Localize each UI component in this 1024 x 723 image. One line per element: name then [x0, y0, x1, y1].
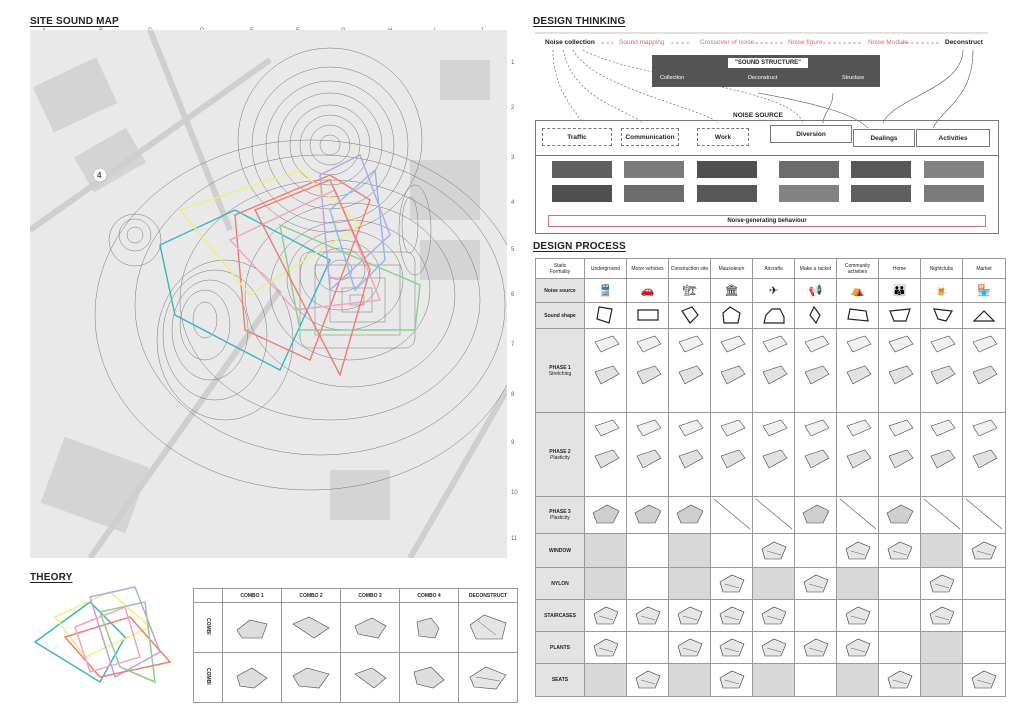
object-form: [711, 632, 753, 664]
community-icon: ⛺: [837, 279, 879, 303]
empty-cell: [837, 568, 879, 600]
phase-form: [627, 329, 669, 413]
empty-cell: [753, 497, 795, 534]
sound-shape: [753, 303, 795, 329]
empty-cell: [963, 497, 1006, 534]
empty-cell: [879, 568, 921, 600]
row-title: NYLON: [551, 580, 569, 587]
train-icon: 🚆: [585, 279, 627, 303]
combo-cell: [400, 653, 459, 703]
beer-icon: 🍺: [921, 279, 963, 303]
combo-header-5: DECONSTRUCT: [459, 589, 518, 603]
noise-photo: [851, 185, 911, 202]
phase-3-form: [585, 497, 627, 534]
row-label: [536, 632, 585, 664]
noise-source-label: NOISE SOURCE: [733, 112, 783, 119]
phase-3-form: [669, 497, 711, 534]
object-form: [627, 600, 669, 632]
object-form: [711, 600, 753, 632]
column-header: Underground: [585, 259, 627, 279]
noise-photo: [552, 185, 612, 202]
noise-photo: [552, 161, 612, 178]
map-row-5: 5: [511, 247, 515, 253]
object-form: [963, 664, 1006, 697]
empty-cell: [795, 664, 837, 697]
phase-form: [669, 329, 711, 413]
stage-crossover: Crossover of noise: [700, 39, 755, 46]
stage-noise-figure: Noise figure: [788, 39, 823, 46]
empty-cell: [627, 534, 669, 568]
map-row-10: 10: [511, 490, 518, 496]
combo-cell: [341, 653, 400, 703]
combo-cell: [223, 603, 282, 653]
phase-form: [711, 413, 753, 497]
column-header: Community activities: [837, 259, 879, 279]
phase-3-form: [627, 497, 669, 534]
combo-cell: [282, 653, 341, 703]
map-row-6: 6: [511, 292, 515, 298]
sound-map-graphic: [30, 30, 507, 558]
object-form: [879, 664, 921, 697]
combo-corner: [194, 589, 223, 603]
stage-deconstruct: Deconstruct: [945, 39, 983, 46]
sound-structure-label: "SOUND STRUCTURE": [728, 58, 808, 68]
combo-cell: [223, 653, 282, 703]
contour-group-north: [238, 48, 422, 232]
object-form: [879, 534, 921, 568]
phase-form: [963, 413, 1006, 497]
crane-icon: 🏗: [669, 279, 711, 303]
phase-form: [585, 413, 627, 497]
site-sound-map-title: SITE SOUND MAP: [30, 16, 119, 27]
category-diversion: Diversion: [770, 125, 852, 143]
combo-header-3: COMBO 3: [341, 589, 400, 603]
theory-title: THEORY: [30, 572, 73, 583]
sound-shape: [627, 303, 669, 329]
object-form: [963, 534, 1006, 568]
phase-form: [879, 329, 921, 413]
column-header: Market: [963, 259, 1006, 279]
noise-photo: [924, 161, 984, 178]
car-icon: 🚗: [627, 279, 669, 303]
map-row-11: 11: [511, 536, 518, 542]
category-work: Work: [697, 128, 749, 146]
sound-shape: [795, 303, 837, 329]
phase-form: [753, 329, 795, 413]
map-row-3: 3: [511, 155, 515, 161]
empty-cell: [669, 664, 711, 697]
column-header: Mausoleum: [711, 259, 753, 279]
combo-table: [193, 588, 518, 703]
phase-form: [837, 413, 879, 497]
row-label: [536, 329, 585, 413]
label-deconstruct: Deconstruct: [748, 75, 778, 81]
combo-header-1: COMBO 1: [223, 589, 282, 603]
empty-cell: [963, 632, 1006, 664]
combo-cell: [341, 603, 400, 653]
stage-sound-mapping: Sound mapping: [619, 39, 665, 46]
object-form: [711, 664, 753, 697]
megaphone-icon: 📢: [795, 279, 837, 303]
sound-shape: [921, 303, 963, 329]
row-label: [536, 534, 585, 568]
object-form: [585, 600, 627, 632]
contour-group-west: [157, 260, 293, 420]
empty-cell: [669, 568, 711, 600]
empty-cell: [879, 600, 921, 632]
combo-row-label-2: COMBI: [194, 653, 223, 703]
map-badge: 4: [97, 171, 102, 180]
empty-cell: [711, 534, 753, 568]
phase-form: [585, 329, 627, 413]
empty-cell: [879, 632, 921, 664]
row-title: SEATS: [551, 677, 569, 683]
row-title: PLANTS: [550, 644, 570, 651]
empty-cell: [921, 664, 963, 697]
object-form: [669, 632, 711, 664]
phase-3-form: [795, 497, 837, 534]
category-communication: Communication: [621, 128, 679, 146]
theory-diagram: [30, 582, 180, 692]
empty-cell: [921, 632, 963, 664]
phase-form: [837, 329, 879, 413]
row-label: [536, 413, 585, 497]
row-label: [536, 303, 585, 329]
phase-form: [921, 413, 963, 497]
row-title: PHASE 1: [549, 364, 571, 371]
design-process-title: DESIGN PROCESS: [533, 241, 626, 252]
phase-form: [963, 329, 1006, 413]
row-label: [536, 664, 585, 697]
empty-cell: [585, 534, 627, 568]
object-form: [627, 664, 669, 697]
empty-cell: [627, 568, 669, 600]
sound-structure-box: [652, 55, 880, 87]
combo-cell: [282, 603, 341, 653]
object-form: [837, 534, 879, 568]
noise-photo: [924, 185, 984, 202]
combo-cell: [459, 653, 518, 703]
object-form: [753, 534, 795, 568]
empty-cell: [627, 632, 669, 664]
column-header: Make a racket: [795, 259, 837, 279]
empty-cell: [711, 497, 753, 534]
phase-form: [711, 329, 753, 413]
noise-photo: [697, 185, 757, 202]
row-title: STAIRCASES: [544, 612, 576, 619]
object-form: [753, 632, 795, 664]
plane-icon: ✈: [753, 279, 795, 303]
sound-shape: [711, 303, 753, 329]
row-label: [536, 279, 585, 303]
map-row-8: 8: [511, 392, 515, 398]
combo-row-label-1: COMBI: [194, 603, 223, 653]
combo-header-2: COMBO 2: [282, 589, 341, 603]
stage-noise-collection: Noise collection: [545, 39, 595, 46]
row-subtitle: Stretching: [548, 370, 572, 377]
site-sound-map: [30, 30, 507, 558]
empty-cell: [963, 600, 1006, 632]
empty-cell: [921, 534, 963, 568]
noise-photo: [624, 161, 684, 178]
family-icon: 👪: [879, 279, 921, 303]
phase-3-form: [879, 497, 921, 534]
phase-form: [795, 413, 837, 497]
combo-header-4: COMBO 4: [400, 589, 459, 603]
map-row-7: 7: [511, 342, 515, 348]
object-form: [921, 568, 963, 600]
combo-cell: [400, 603, 459, 653]
phase-form: [627, 413, 669, 497]
object-form: [795, 632, 837, 664]
empty-cell: [963, 568, 1006, 600]
row-label: [536, 497, 585, 534]
shop-icon: 🏪: [963, 279, 1006, 303]
phase-form: [879, 413, 921, 497]
object-form: [837, 632, 879, 664]
label-structure: Structure: [842, 75, 865, 81]
object-form: [921, 600, 963, 632]
empty-cell: [585, 664, 627, 697]
column-header: Aircrafts: [753, 259, 795, 279]
row-title: Sound shape: [544, 312, 576, 319]
sound-shape: [879, 303, 921, 329]
category-activities: Activities: [916, 129, 990, 147]
object-form: [711, 568, 753, 600]
noise-photo: [697, 161, 757, 178]
column-header: Home: [879, 259, 921, 279]
map-row-2: 2: [511, 105, 515, 111]
building-icon: 🏛: [711, 279, 753, 303]
empty-cell: [753, 568, 795, 600]
sound-shape: [837, 303, 879, 329]
map-row-1: 1: [511, 60, 515, 66]
row-title: Noise source: [544, 287, 576, 294]
empty-cell: [585, 568, 627, 600]
table-corner: [536, 259, 585, 279]
map-row-9: 9: [511, 440, 515, 446]
map-row-4: 4: [511, 200, 515, 206]
row-title: PHASE 3: [549, 509, 571, 515]
row-title: PHASE 2: [549, 448, 571, 455]
corner-label: Static: [553, 262, 567, 269]
object-form: [795, 568, 837, 600]
row-subtitle: Plasticity: [550, 454, 570, 461]
phase-form: [669, 413, 711, 497]
noise-photo: [851, 161, 911, 178]
stage-noise-module: Noise Module: [868, 39, 908, 46]
sound-shape: [669, 303, 711, 329]
column-header: Construction site: [669, 259, 711, 279]
phase-form: [795, 329, 837, 413]
category-dealings: Dealings: [853, 129, 915, 147]
phase-form: [753, 413, 795, 497]
noise-photo: [779, 161, 839, 178]
combo-cell: [459, 603, 518, 653]
category-traffic: Traffic: [542, 128, 612, 146]
noise-photo: [624, 185, 684, 202]
row-label: [536, 568, 585, 600]
noise-photo: [779, 185, 839, 202]
empty-cell: [669, 534, 711, 568]
empty-cell: [753, 664, 795, 697]
corner-label: Formality: [549, 268, 571, 275]
empty-cell: [837, 497, 879, 534]
row-title: WINDOW: [549, 547, 571, 554]
object-form: [585, 632, 627, 664]
object-form: [837, 600, 879, 632]
sound-shape: [963, 303, 1006, 329]
design-thinking-title: DESIGN THINKING: [533, 16, 626, 27]
behaviour-label: Noise-generating behaviour: [548, 215, 986, 227]
phase-form: [921, 329, 963, 413]
sound-shape: [585, 303, 627, 329]
row-label: [536, 600, 585, 632]
label-collection: Collection: [660, 75, 685, 81]
empty-cell: [795, 600, 837, 632]
empty-cell: [837, 664, 879, 697]
design-process-table: [535, 258, 1006, 697]
empty-cell: [795, 534, 837, 568]
empty-cell: [921, 497, 963, 534]
row-subtitle: Plasticity: [550, 515, 570, 521]
object-form: [753, 600, 795, 632]
column-header: Motor vehicles: [627, 259, 669, 279]
object-form: [669, 600, 711, 632]
column-header: Nightclubs: [921, 259, 963, 279]
